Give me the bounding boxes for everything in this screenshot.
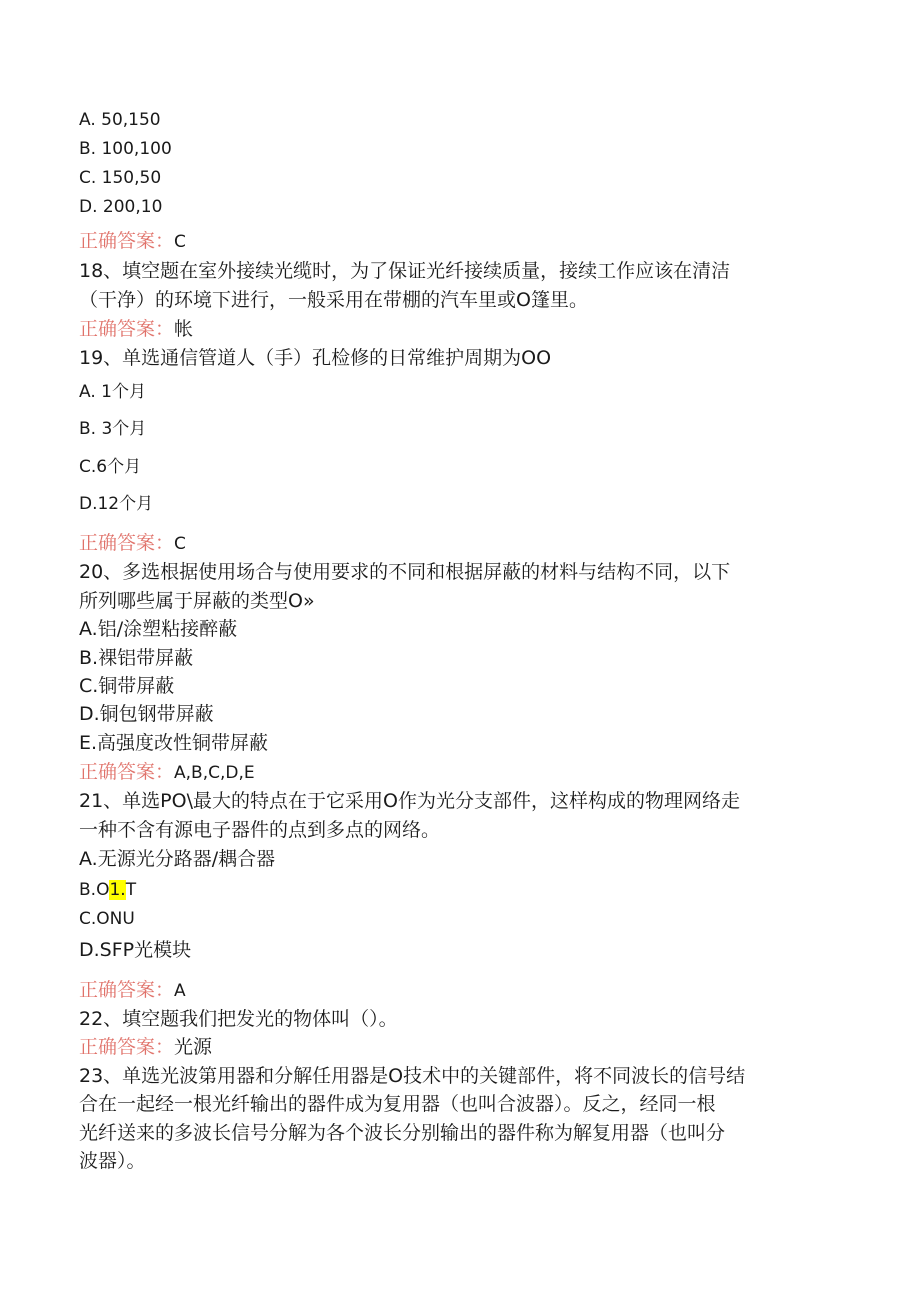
option-b-suffix: T [125, 880, 137, 900]
highlight-mark: 1. [109, 880, 126, 900]
option-b-prefix: B.O [79, 880, 110, 900]
question-text: 21、单选PO\最大的特点在于它采用O作为光分支部件，这样构成的物理网络走 [79, 790, 740, 812]
option-c: C. 150,50 [79, 168, 162, 188]
option-d: D.12个月 [79, 494, 154, 514]
option-a: A. 50,150 [79, 110, 161, 130]
option-b [79, 878, 136, 902]
option-b: B. 3个月 [79, 419, 147, 439]
answer-label: 正确答案： [79, 318, 175, 340]
option-b: B. 100,100 [79, 139, 172, 159]
answer-label: 正确答案： [79, 230, 175, 252]
answer-value: A,B,C,D,E [174, 763, 255, 783]
answer-line [79, 229, 186, 254]
question-text: 光纤送来的多波长信号分解为各个波长分别输出的器件称为解复用器（也叫分 [79, 1122, 726, 1144]
question-text: 合在一起经一根光纤输出的器件成为复用器（也叫合波器）。反之，经同一根 [79, 1093, 716, 1115]
answer-value: 帐 [174, 318, 194, 340]
option-a: A. 1个月 [79, 382, 146, 402]
question-text: 23、单选光波第用器和分解任用器是O技术中的关键部件，将不同波长的信号结 [79, 1065, 746, 1087]
question-text: 波器）。 [79, 1150, 146, 1172]
answer-line [79, 760, 255, 785]
answer-line [79, 1035, 212, 1059]
answer-value: C [174, 534, 186, 554]
answer-line [79, 531, 186, 556]
option-c: C.6个月 [79, 457, 142, 477]
option-a: A.铝/涂塑粘接醉蔽 [79, 618, 238, 640]
question-text: 一种不含有源电子器件的点到多点的网络。 [79, 819, 441, 841]
answer-label: 正确答案： [79, 761, 175, 783]
option-c: C.铜带屏蔽 [79, 675, 175, 697]
question-text: 19、单选通信管道人（手）孔检修的日常维护周期为OO [79, 347, 552, 369]
answer-label: 正确答案： [79, 532, 175, 554]
option-e: E.高强度改性铜带屏蔽 [79, 732, 269, 754]
option-b: B.裸铝带屏蔽 [79, 647, 194, 669]
option-d: D.SFP光模块 [79, 939, 192, 961]
question-text: 所列哪些属于屏蔽的类型O» [79, 590, 315, 612]
option-d: D. 200,10 [79, 197, 163, 217]
option-d: D.铜包钢带屏蔽 [79, 703, 214, 725]
question-text: 18、填空题在室外接续光缆时，为了保证光纤接续质量，接续工作应该在清洁 [79, 260, 731, 282]
option-c: C.ONU [79, 909, 135, 929]
answer-value: 光源 [174, 1036, 213, 1058]
answer-line [79, 978, 186, 1003]
question-text: （干净）的环境下进行，一般采用在带棚的汽车里或O篷里。 [79, 289, 588, 311]
answer-label: 正确答案： [79, 979, 175, 1001]
question-text: 20、多选根据使用场合与使用要求的不同和根据屏蔽的材料与结构不同，以下 [79, 561, 731, 583]
answer-line [79, 317, 193, 341]
answer-value: C [174, 232, 186, 252]
answer-label: 正确答案： [79, 1036, 175, 1058]
option-a: A.无源光分路器/耦合器 [79, 848, 276, 870]
answer-value: A [174, 981, 186, 1001]
question-text: 22、填空题我们把发光的物体叫（）。 [79, 1008, 398, 1030]
